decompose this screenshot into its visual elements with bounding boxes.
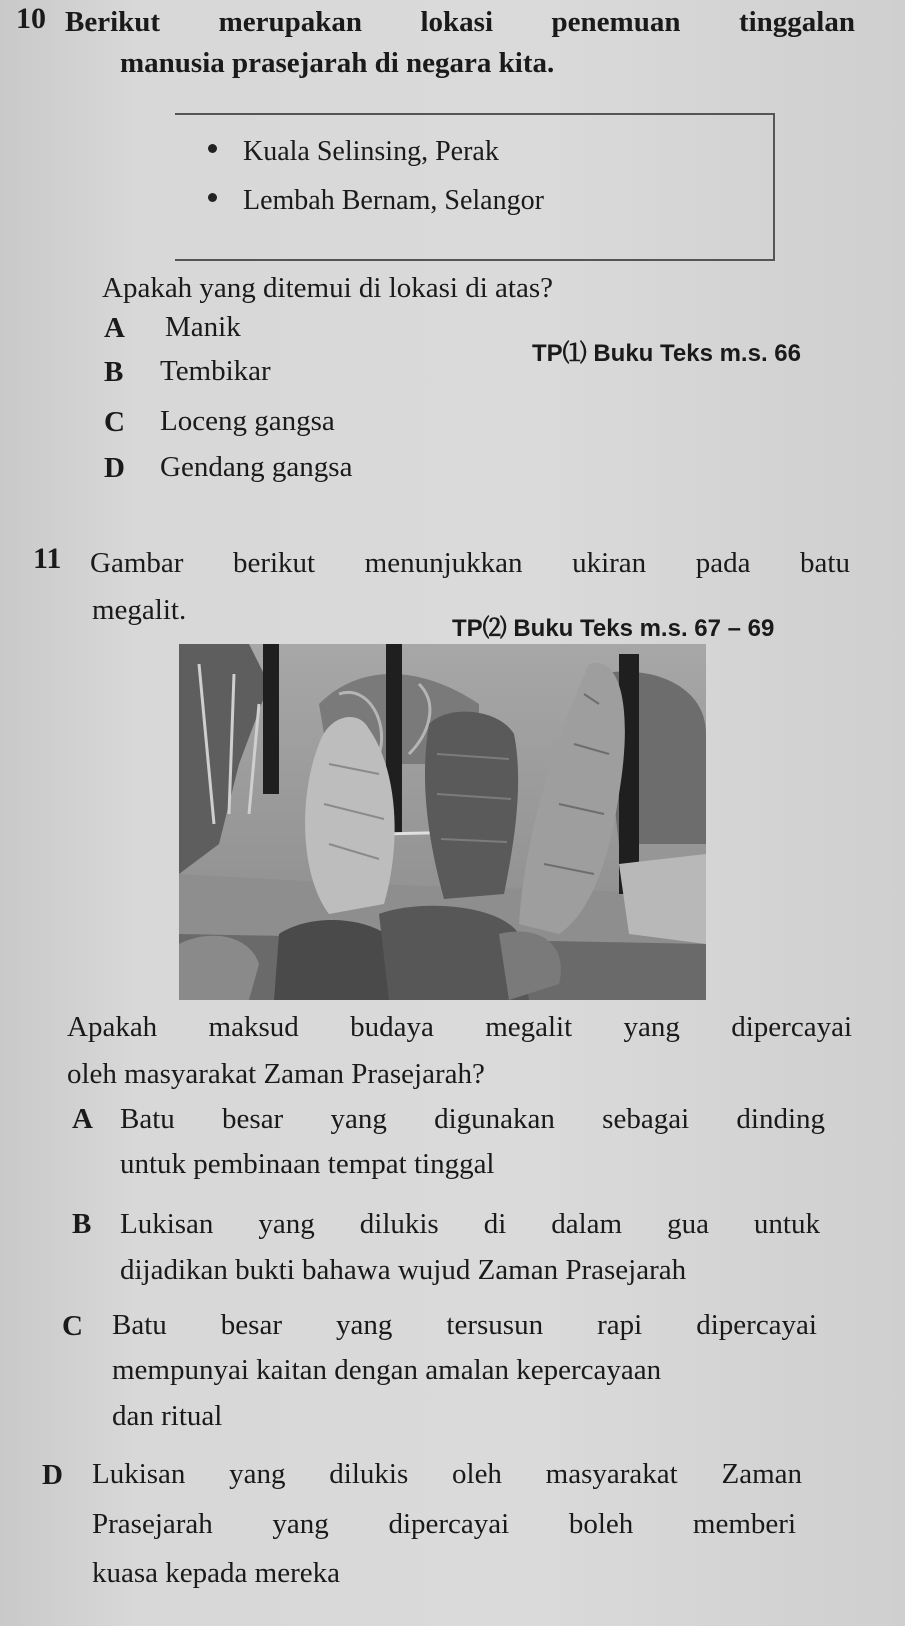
question-11-prompt-line2: oleh masyarakat Zaman Prasejarah? — [67, 1058, 485, 1090]
q10-option-a[interactable]: Manik — [165, 311, 241, 343]
q11-option-a-line2[interactable]: untuk pembinaan tempat tinggal — [120, 1148, 495, 1180]
q11-option-c-line3[interactable]: dan ritual — [112, 1400, 223, 1432]
question-11-prompt-line1: Apakah maksud budaya megalit yang dipercayai — [67, 1011, 852, 1043]
option-letter: D — [104, 452, 125, 484]
q10-option-b[interactable]: Tembikar — [160, 355, 271, 387]
location-item-1: Kuala Selinsing, Perak — [243, 136, 499, 167]
bullet-icon — [208, 144, 217, 153]
question-10-number: 10 — [16, 2, 46, 35]
q11-textbook-reference: TP⑵ Buku Teks m.s. 67 – 69 — [452, 615, 775, 642]
q10-textbook-reference: TP⑴ Buku Teks m.s. 66 — [532, 340, 801, 367]
q11-option-d-line2[interactable]: Prasejarah yang dipercayai boleh memberi — [92, 1508, 796, 1540]
q11-option-d-line1[interactable]: Lukisan yang dilukis oleh masyarakat Zaman — [92, 1458, 802, 1490]
option-letter: D — [42, 1459, 63, 1491]
option-letter: A — [72, 1103, 93, 1135]
q10-option-c[interactable]: Loceng gangsa — [160, 405, 335, 437]
q11-option-a-line1[interactable]: Batu besar yang digunakan sebagai dinding — [120, 1103, 825, 1135]
question-10-stem-line1: Berikut merupakan lokasi penemuan tinggalan — [65, 6, 855, 38]
option-letter: B — [104, 356, 124, 388]
q11-option-b-line2[interactable]: dijadikan bukti bahawa wujud Zaman Prasejarah — [120, 1254, 687, 1286]
bullet-icon — [208, 193, 217, 202]
q11-option-d-line3[interactable]: kuasa kepada mereka — [92, 1557, 340, 1589]
q11-option-b-line1[interactable]: Lukisan yang dilukis di dalam gua untuk — [120, 1208, 820, 1240]
option-letter: C — [104, 406, 125, 438]
question-10-prompt: Apakah yang ditemui di lokasi di atas? — [102, 272, 554, 304]
megalith-image — [179, 644, 706, 1000]
question-11-stem-line1: Gambar berikut menunjukkan ukiran pada batu — [90, 547, 850, 579]
megalith-photo — [179, 644, 706, 1000]
q10-option-d[interactable]: Gendang gangsa — [160, 451, 353, 483]
question-11-stem-line2: megalit. — [92, 594, 187, 626]
option-letter: C — [62, 1310, 83, 1342]
q11-option-c-line1[interactable]: Batu besar yang tersusun rapi dipercayai — [112, 1309, 817, 1341]
option-letter: B — [72, 1208, 92, 1240]
q11-option-c-line2[interactable]: mempunyai kaitan dengan amalan kepercayaan — [112, 1354, 662, 1386]
location-item-2: Lembah Bernam, Selangor — [243, 185, 544, 216]
question-10-stem-line2: manusia prasejarah di negara kita. — [120, 47, 555, 79]
question-11-number: 11 — [33, 542, 62, 575]
option-letter: A — [104, 312, 125, 344]
